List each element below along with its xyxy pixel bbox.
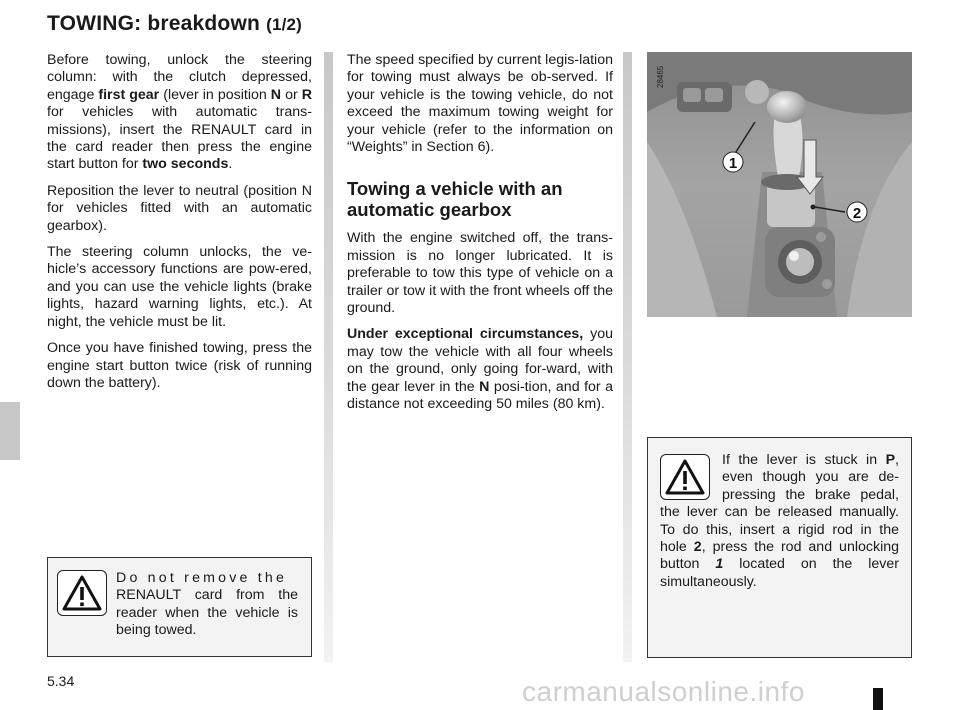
warning-note-lever	[647, 437, 912, 658]
middle-column	[347, 52, 613, 423]
page-title-suffix: (1/2)	[266, 15, 303, 34]
paragraph: Under exceptional circumstances, you may tow the vehicle with all four wheels on the ground, only going for-ward, with the gear lever in the N posi-tion, and for a distance not exceeding 50 miles (80 km).	[347, 326, 614, 413]
paragraph: Before towing, unlock the steering column: with the clutch depressed, engage first gear (lever in position N or R for vehicles with automatic trans-missions), insert the RENAULT card in the card reader then press the engine start button for two seconds.	[47, 52, 312, 173]
callout-2: 2	[852, 205, 862, 222]
paragraph: The speed specified by current legis-lation for towing must always be ob-served. If your vehicle is the towing vehicle, do not exceed the maximum towing weight for your vehicle (refer to the information on “Weights” in Section 6).	[347, 52, 613, 156]
section-tab	[0, 402, 20, 460]
photo-reference: 28465	[656, 65, 665, 88]
warning-note-text: If the lever is stuck in P, even though you are de-pressing the brake pedal, the lever can be released manually. To do this, insert a rigid rod in the hole 2, press the rod and unlocking button 1 located on the lever simultaneously.	[660, 452, 900, 590]
warning-triangle-icon	[57, 570, 107, 616]
paragraph: Once you have finished towing, press the engine start button twice (risk of running down the battery).	[47, 340, 312, 391]
page-title-main: TOWING: breakdown	[47, 12, 261, 35]
warning-note-card	[47, 557, 312, 657]
warning-triangle-icon	[660, 454, 710, 500]
watermark: carmanualsonline.info	[522, 676, 805, 707]
corner-mark	[873, 688, 883, 710]
column-divider	[623, 52, 632, 662]
callout-1: 1	[728, 155, 738, 172]
column-divider	[324, 52, 333, 662]
gear-lever-photo	[647, 52, 912, 317]
section-heading: Towing a vehicle with an automatic gearbox	[347, 178, 563, 221]
left-column	[47, 52, 312, 401]
page-title	[47, 12, 302, 36]
paragraph: Reposition the lever to neutral (position N for vehicles fitted with an automatic gearbox).	[47, 182, 312, 234]
gear-lever-illustration	[647, 52, 912, 317]
paragraph: With the engine switched off, the trans-mission is no longer lubricated. It is preferable to tow this type of vehicle on a trailer or tow it with the front wheels off the ground.	[347, 230, 613, 317]
page-number: 5.34	[47, 673, 75, 689]
paragraph: The steering column unlocks, the ve-hicle’s accessory functions are pow-ered, and you can use the vehicle lights (brake lights, hazard warning lights, etc.). At night, the vehicle must be lit.	[47, 244, 312, 330]
warning-note-text: Do not remove the RENAULT card from the reader when the vehicle is being towed.	[116, 570, 298, 639]
